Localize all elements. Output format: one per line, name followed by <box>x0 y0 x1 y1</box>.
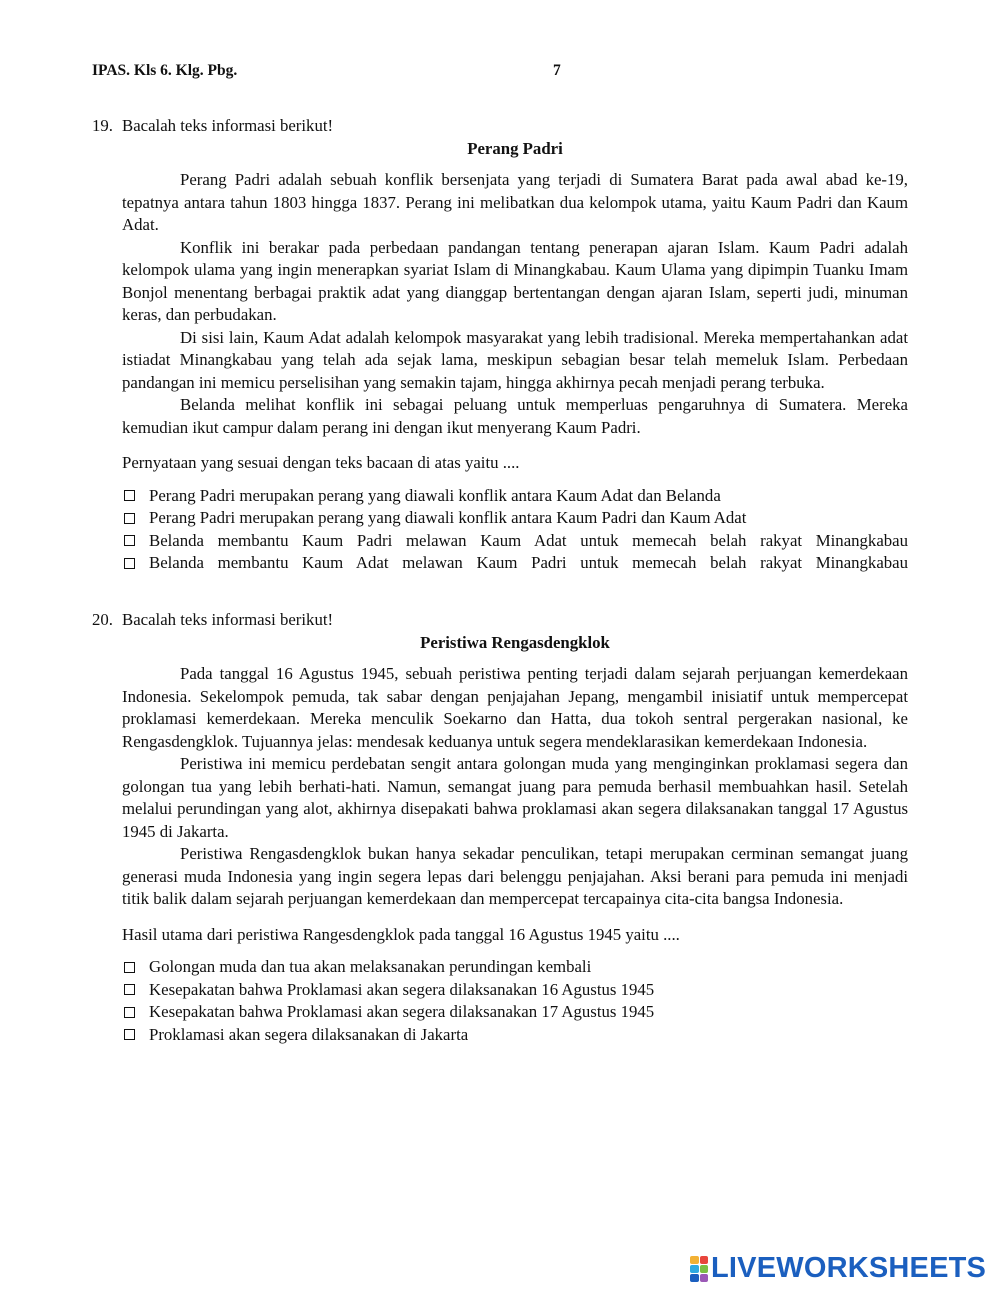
question-19 <box>92 115 908 575</box>
reading-paragraph: Pada tanggal 16 Agustus 1945, sebuah peristiwa penting terjadi dalam sejarah perjuangan kemerdekaan Indonesia. Sekelompok pemuda, tak sabar dengan penjajahan Jepang, mengambil inisiatif untuk mempercepat proklamasi kemerdekaan. Mereka menculik Soekarno dan Hatta, dua tokoh sentral pergerakan nasional, ke Rengasdengklok. Tujuannya jelas: mendesak keduanya untuk segera mendeklarasikan kemerdekaan Indonesia. <box>122 664 908 751</box>
answer-option[interactable] <box>122 530 908 553</box>
answer-option[interactable] <box>122 1001 908 1024</box>
reading-paragraph: Perang Padri adalah sebuah konflik bersenjata yang terjadi di Sumatera Barat pada awal abad ke-19, tepatnya antara tahun 1803 hingga 1837. Perang ini melibatkan dua kelompok utama, yaitu Kaum Padri dan Kaum Adat. <box>122 170 908 234</box>
answer-option[interactable] <box>122 1024 908 1047</box>
reading-paragraph: Di sisi lain, Kaum Adat adalah kelompok masyarakat yang lebih tradisional. Mereka mempertahankan adat istiadat Minangkabau yang telah ada sejak lama, meskipun sebagian besar telah memeluk Islam. Perbedaan pandangan ini memicu perselisihan yang semakin tajam, hingga akhirnya pecah menjadi perang terbuka. <box>122 327 908 392</box>
checkbox[interactable] <box>124 984 135 995</box>
reading-paragraph: Peristiwa ini memicu perdebatan sengit antara golongan muda yang menginginkan proklamasi segera dan golongan tua yang lebih berhati-hati. Namun, semangat juang para pemuda berhasil membuahkan hasil. Setelah melalui perundingan yang alot, akhirnya disepakati bahwa proklamasi akan segera dilaksanakan tanggal 17 Agustus 1945 di Jakarta. <box>122 754 908 841</box>
answer-option[interactable] <box>122 979 908 1002</box>
checkbox[interactable] <box>124 962 135 973</box>
header-title: IPAS. Kls 6. Klg. Pbg. <box>92 62 238 79</box>
liveworksheets-logo <box>690 1254 986 1283</box>
checkbox[interactable] <box>124 535 135 546</box>
answer-option-label: Proklamasi akan segera dilaksanakan di Jakarta <box>149 1024 469 1044</box>
answer-options <box>122 956 908 1046</box>
question-instruction: Bacalah teks informasi berikut! <box>122 610 334 629</box>
question-prompt: Pernyataan yang sesuai dengan teks bacaan di atas yaitu .... <box>122 453 520 472</box>
question-20 <box>92 609 908 1046</box>
page-number: 7 <box>553 62 561 79</box>
question-instruction: Bacalah teks informasi berikut! <box>122 116 334 135</box>
question-number: 19. <box>92 116 113 135</box>
checkbox[interactable] <box>124 513 135 524</box>
logo-icon <box>690 1256 708 1282</box>
answer-option-label: Golongan muda dan tua akan melaksanakan perundingan kembali <box>149 957 592 976</box>
checkbox[interactable] <box>124 1029 135 1040</box>
checkbox[interactable] <box>124 558 135 569</box>
answer-option-label: Perang Padri merupakan perang yang diawali konflik antara Kaum Padri dan Kaum Adat <box>149 508 747 527</box>
question-prompt: Hasil utama dari peristiwa Rangesdengklok pada tanggal 16 Agustus 1945 yaitu .... <box>122 924 680 944</box>
answer-options <box>122 485 908 575</box>
answer-option-label: Perang Padri merupakan perang yang diawali konflik antara Kaum Adat dan Belanda <box>149 485 721 505</box>
reading-paragraph: Peristiwa Rengasdengklok bukan hanya sekadar penculikan, tetapi merupakan cerminan semangat juang generasi muda Indonesia yang ingin segera lepas dari belenggu penjajahan. Aksi berani para pemuda ini menjadi titik balik dalam sejarah perjuangan kemerdekaan dan mempercepat tercapainya cita-cita bangsa Indonesia. <box>122 844 908 908</box>
reading-paragraph: Konflik ini berakar pada perbedaan pandangan tentang penerapan ajaran Islam. Kaum Padri adalah kelompok ulama yang ingin menerapkan syariat Islam di Minangkabau. Kaum Ulama yang dipimpin Tuanku Imam Bonjol menentang berbagai praktik adat yang dianggap bertentangan dengan ajaran Islam, seperti judi, minuman keras, dan perbudakan. <box>122 237 908 324</box>
checkbox[interactable] <box>124 490 135 501</box>
logo-tile <box>700 1274 709 1282</box>
reading-title: Perang Padri <box>467 138 563 158</box>
logo-tile <box>700 1256 709 1264</box>
answer-option[interactable] <box>122 956 908 979</box>
reading-title: Peristiwa Rengasdengklok <box>420 632 610 652</box>
logo-tile <box>690 1256 699 1264</box>
answer-option-label: Kesepakatan bahwa Proklamasi akan segera dilaksanakan 17 Agustus 1945 <box>149 1002 655 1021</box>
logo-tile <box>700 1265 709 1273</box>
question-number: 20. <box>92 610 113 629</box>
brand-name: LIVEWORKSHEETS <box>711 1252 987 1284</box>
logo-tile <box>690 1265 699 1273</box>
answer-option-label: Belanda membantu Kaum Padri melawan Kaum Adat untuk memecah belah rakyat Minangkabau <box>149 530 908 550</box>
checkbox[interactable] <box>124 1007 135 1018</box>
reading-paragraph: Belanda melihat konflik ini sebagai peluang untuk memperluas pengaruhnya di Sumatera. Mereka kemudian ikut campur dalam perang ini dengan ikut menyerang Kaum Padri. <box>122 395 908 437</box>
answer-option-label: Kesepakatan bahwa Proklamasi akan segera dilaksanakan 16 Agustus 1945 <box>149 979 655 999</box>
answer-option-label: Belanda membantu Kaum Adat melawan Kaum Padri untuk memecah belah rakyat Minangkabau <box>149 553 908 572</box>
logo-tile <box>690 1274 699 1282</box>
answer-option[interactable] <box>122 507 908 530</box>
answer-option[interactable] <box>122 552 908 575</box>
answer-option[interactable] <box>122 485 908 508</box>
